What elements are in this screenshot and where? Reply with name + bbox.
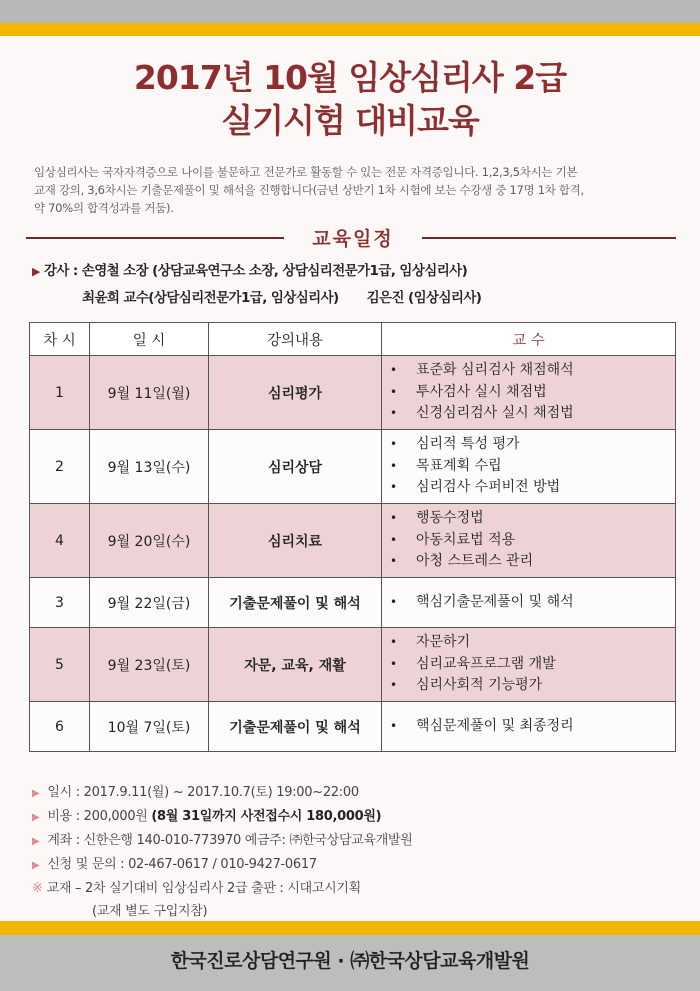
instructor-line-1: 강사 : 손영철 소장 (상담교육연구소 소장, 상담심리전문가1급, 임상심리사)	[43, 263, 468, 279]
table-row	[30, 356, 676, 430]
list-item: • 신경심리검사 실시 채점법	[390, 403, 675, 425]
row-items	[382, 578, 676, 628]
list-item: • 자문하기	[390, 632, 675, 654]
list-item: • 행동수정법	[390, 508, 675, 530]
table-row	[30, 628, 676, 702]
triangle-icon: ▶	[32, 836, 40, 847]
row-session: 1	[30, 356, 90, 430]
section-heading-label: 교육일정	[312, 228, 394, 250]
table-row	[30, 430, 676, 504]
row-items	[382, 702, 676, 752]
row-items	[382, 430, 676, 504]
poster-title	[0, 56, 700, 142]
list-item: • 핵심기출문제풀이 및 해석	[390, 592, 675, 614]
schedule-table	[29, 322, 676, 752]
header-topic: 강의내용	[209, 323, 382, 356]
instructor-line-2a: 최윤희 교수(상담심리전문가1급, 임상심리사)	[82, 290, 339, 306]
intro-line-2: 교재 강의, 3,6차시는 기출문제풀이 및 해석을 진행합니다(금년 상반기 1차 시험에 보는 수강생 중 17명 1차 합격,	[34, 183, 584, 197]
list-item: • 아청 스트레스 관리	[390, 551, 675, 573]
row-date: 9월 23일(토)	[90, 628, 209, 702]
row-topic: 심리평가	[209, 356, 382, 430]
row-topic: 심리상담	[209, 430, 382, 504]
table-row	[30, 702, 676, 752]
heading-rule-left	[26, 237, 284, 239]
row-date: 9월 20일(수)	[90, 504, 209, 578]
bottom-yellow-stripe	[0, 921, 700, 935]
row-topic: 기출문제풀이 및 해석	[209, 578, 382, 628]
note-textbook-extra: (교재 별도 구입지참)	[92, 904, 208, 919]
row-topic: 자문, 교육, 재활	[209, 628, 382, 702]
row-session: 5	[30, 628, 90, 702]
row-items	[382, 628, 676, 702]
title-line-1: 2017년 10월 임상심리사 2급	[133, 58, 567, 97]
header-professor: 교 수	[382, 323, 676, 356]
note-contact: ▶ 신청 및 문의 : 02-467-0617 / 010-9427-0617	[32, 857, 317, 872]
header-date: 일 시	[90, 323, 209, 356]
row-items	[382, 356, 676, 430]
row-date: 9월 11일(월)	[90, 356, 209, 430]
intro-line-3: 약 70%의 합격성과를 거둠).	[34, 201, 174, 215]
table-header-row	[30, 323, 676, 356]
section-heading	[26, 224, 676, 250]
triangle-icon: ▶	[32, 812, 40, 823]
reference-mark-icon: ※	[32, 881, 43, 896]
list-item: • 심리검사 수퍼비전 방법	[390, 477, 675, 499]
list-item: • 표준화 심리검사 채점해석	[390, 360, 675, 382]
row-topic: 심리치료	[209, 504, 382, 578]
info-notes	[32, 781, 413, 923]
list-item: • 핵심문제풀이 및 최종정리	[390, 716, 675, 738]
header-session: 차 시	[30, 323, 90, 356]
note-account: ▶ 계좌 : 신한은행 140-010-773970 예금주: ㈜한국상담교육개발원	[32, 833, 413, 848]
row-session: 3	[30, 578, 90, 628]
list-item: • 심리사회적 기능평가	[390, 675, 675, 697]
list-item: • 투사검사 실시 채점법	[390, 382, 675, 404]
table-row	[30, 578, 676, 628]
row-date: 9월 13일(수)	[90, 430, 209, 504]
note-textbook: ※ 교재 – 2차 실기대비 임상심리사 2급 출판 : 시대고시기획	[32, 881, 361, 896]
instructor-line-2b: 김은진 (임상심리사)	[366, 290, 482, 306]
row-date: 10월 7일(토)	[90, 702, 209, 752]
row-session: 4	[30, 504, 90, 578]
row-date: 9월 22일(금)	[90, 578, 209, 628]
row-session: 2	[30, 430, 90, 504]
triangle-icon: ▶	[32, 265, 40, 278]
list-item: • 목표계획 수립	[390, 456, 675, 478]
list-item: • 심리교육프로그램 개발	[390, 654, 675, 676]
footer-organizations: 한국진로상담연구원 · ㈜한국상담교육개발원	[0, 935, 700, 991]
list-item: • 아동치료법 적용	[390, 530, 675, 552]
list-item: • 심리적 특성 평가	[390, 434, 675, 456]
title-line-2: 실기시험 대비교육	[221, 101, 479, 140]
triangle-icon: ▶	[32, 860, 40, 871]
table-row	[30, 504, 676, 578]
top-gray-bar	[0, 0, 700, 23]
note-fee: ▶ 비용 : 200,000원 (8월 31일까지 사전접수시 180,000원)	[32, 809, 382, 824]
top-yellow-stripe	[0, 23, 700, 36]
note-schedule: ▶ 일시 : 2017.9.11(월) ~ 2017.10.7(토) 19:00~22:00	[32, 785, 359, 800]
row-items	[382, 504, 676, 578]
heading-rule-right	[422, 237, 676, 239]
row-session: 6	[30, 702, 90, 752]
intro-paragraph	[34, 163, 674, 217]
row-topic: 기출문제풀이 및 해석	[209, 702, 382, 752]
intro-line-1: 임상심리사는 국자자격증으로 나이를 불문하고 전문가로 활동할 수 있는 전문 자격증입니다. 1,2,3,5차시는 기본	[34, 165, 578, 179]
triangle-icon: ▶	[32, 788, 40, 799]
instructor-info	[32, 258, 481, 311]
